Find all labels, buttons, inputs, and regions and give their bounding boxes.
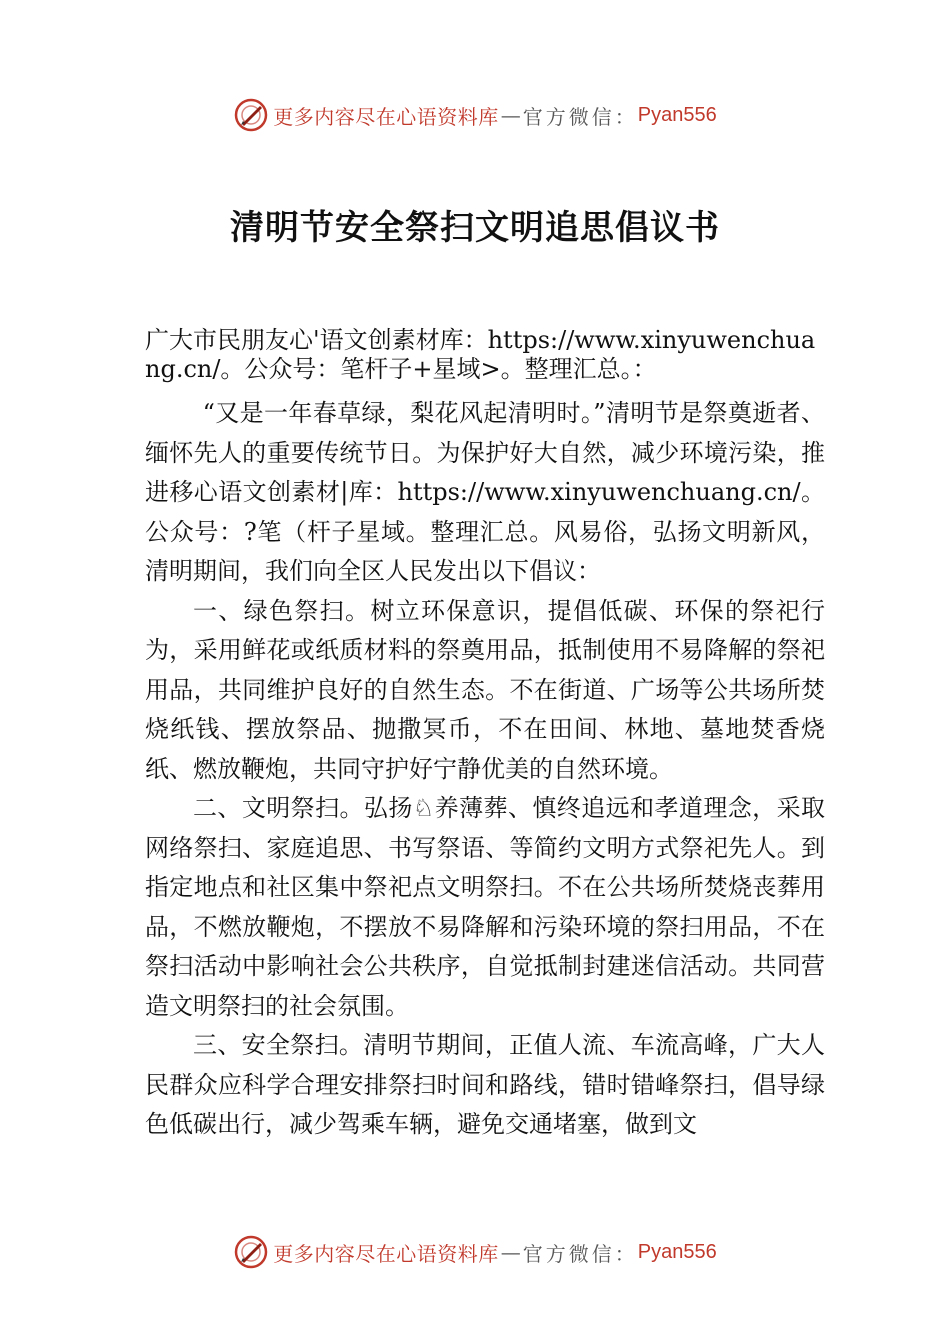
banner-dash: — — [500, 103, 521, 127]
document-body — [145, 326, 825, 1145]
banner-text: 更多内容尽在心语资料库 — [273, 104, 499, 129]
banner-wechat-label: 官方微信： — [522, 104, 638, 129]
header-banner — [0, 95, 950, 135]
banner-text: 更多内容尽在心语资料库 — [273, 1241, 499, 1266]
intro-paragraph: 广大市民朋友心'语文创素材库：https://www.xinyuwenchuang.cn/。公众号：笔杆子+星域>。整理汇总。： — [145, 326, 816, 383]
pen-logo-icon — [233, 1234, 269, 1270]
body-paragraph: 三、安全祭扫。清明节期间，正值人流、车流高峰，广大人民群众应科学合理安排祭扫时间和路线，错时错峰祭扫，倡导绿色低碳出行，减少驾乘车辆，避免交通堵塞，做到文 — [145, 1031, 825, 1138]
banner-wechat-id: Pyan556 — [637, 103, 717, 126]
body-paragraph: “又是一年春草绿，梨花风起清明时。”清明节是祭奠逝者、缅怀先人的重要传统节日。为保护好大自然，减少环境污染，推进移心语文创素材|库：https://www.xinyuwenchuang.cn/。公众号：?笔（杆子星域。整理汇总。风易俗，弘扬文明新风，清明期间，我们向全区人民发出以下倡议： — [145, 399, 825, 585]
body-paragraph: 一、绿色祭扫。树立环保意识，提倡低碳、环保的祭祀行为，采用鲜花或纸质材料的祭奠用品，抵制使用不易降解的祭祀用品，共同维护良好的自然生态。不在街道、广场等公共场所焚烧纸钱、摆放祭品、抛撒冥币，不在田间、林地、墓地焚香烧纸、燃放鞭炮，共同守护好宁静优美的自然环境。 — [145, 596, 825, 783]
banner-dash: — — [500, 1240, 521, 1264]
document-title: 清明节安全祭扫文明追思倡议书 — [230, 208, 720, 248]
footer-banner — [0, 1232, 950, 1272]
body-paragraph: 二、文明祭扫。弘扬♘养薄葬、慎终追远和孝道理念，采取网络祭扫、家庭追思、书写祭语、等简约文明方式祭祀先人。到指定地点和社区集中祭祀点文明祭扫。不在公共场所焚烧丧葬用品，不燃放鞭炮，不摆放不易降解和污染环境的祭扫用品，不在祭扫活动中影响社会公共秩序，自觉抵制封建迷信活动。共同营造文明祭扫的社会氛围。 — [145, 794, 825, 1020]
pen-logo-icon — [233, 97, 269, 133]
banner-wechat-label: 官方微信： — [522, 1241, 638, 1266]
banner-wechat-id: Pyan556 — [637, 1240, 717, 1263]
